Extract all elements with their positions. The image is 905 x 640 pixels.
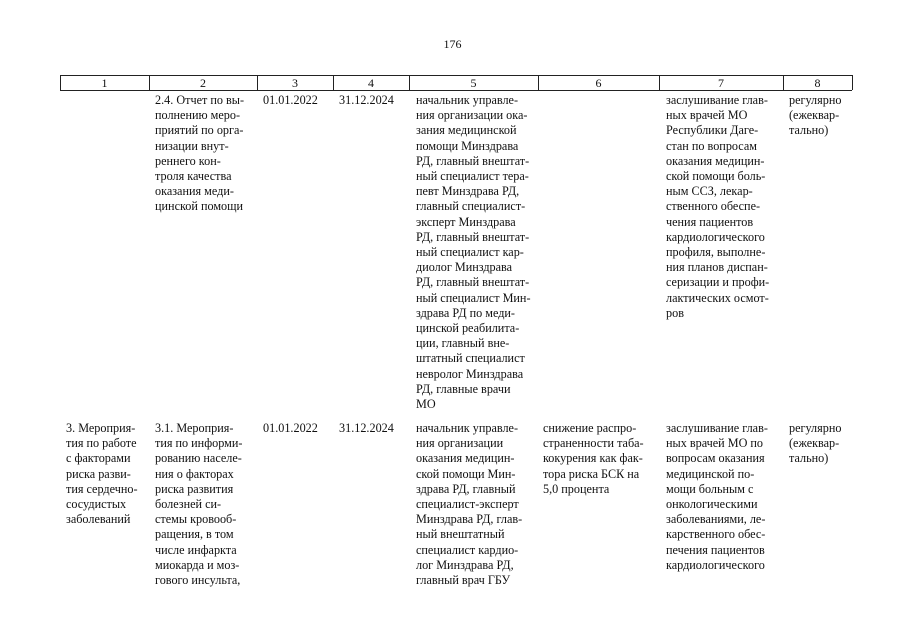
row-1-end-date: 31.12.2024: [339, 93, 394, 107]
row-2-start-date: 01.01.2022: [263, 421, 318, 435]
row-1-frequency: регулярно (ежеквар- тально): [789, 93, 842, 138]
column-header-7: 7: [718, 76, 724, 90]
page-number: 176: [443, 37, 462, 51]
column-header-5: 5: [470, 76, 477, 90]
header-divider: [852, 75, 853, 90]
column-header-4: 4: [368, 76, 374, 90]
row-1-measure: 2.4. Отчет по вы- полнению меро- приятий по орга- низации внут- реннего кон- троля качества оказания меди- цинской помощи: [155, 93, 245, 214]
row-2-measure: 3.1. Мероприя- тия по информи- рованию населе- ния о факторах риска развития болезней си- стемы кровооб- ращения, в том числе инфаркта миокарда и моз- гового инсульта,: [155, 421, 243, 588]
row-1-start-date: 01.01.2022: [263, 93, 318, 107]
row-2-end-date: 31.12.2024: [339, 421, 394, 435]
column-header-2: 2: [200, 76, 206, 90]
row-1-result: заслушивание глав- ных врачей МО Республики Даге- стан по вопросам оказания медицин- ской помощи боль- ным ССЗ, лекар- ственного обеспе- чения пациентов кардиологического профиля, выполне- ния планов диспан- серизации и профи- лактических осмот- ров: [666, 93, 770, 320]
row-2-responsible: начальник управле- ния организации оказания медицин- ской помощи Мин- здрава РД, главный специалист-эксперт Минздрава РД, глав- ный внештатный специалист кардио- лог Минздрава РД, главный врач ГБУ: [416, 421, 523, 588]
row-2-indicator: снижение распро- страненности таба- кокурения как фак- тора риска БСК на 5,0 процента: [543, 421, 644, 496]
column-header-6: 6: [595, 76, 602, 90]
column-header-8: 8: [814, 76, 821, 90]
row-2-frequency: регулярно (ежеквар- тально): [789, 421, 842, 466]
row-2-result: заслушивание глав- ных врачей МО по вопросам оказания медицинской по- мощи больным с онкологическими заболеваниями, ле- карственного обес- печения пациентов кардиологического: [666, 421, 768, 572]
column-header-1: 1: [101, 76, 108, 90]
column-header-3: 3: [292, 76, 298, 90]
row-1-responsible: начальник управле- ния организации ока- зания медицинской помощи Минздрава РД, главный внештат- ный специалист тера- певт Минздрава РД, главный специалист- эксперт Минздрава РД, главный внештат- ный специалист кар- диолог Минздрава РД, главный внештат- ный специалист Мин- здрава РД по меди- цинской реабилита- ции, главный вне- штатный специалист невролог Минздрава РД, главные врачи МО: [416, 93, 531, 412]
row-2-section: 3. Мероприя- тия по работе с факторами риска разви- тия сердечно- сосудистых заболеваний: [66, 421, 138, 527]
